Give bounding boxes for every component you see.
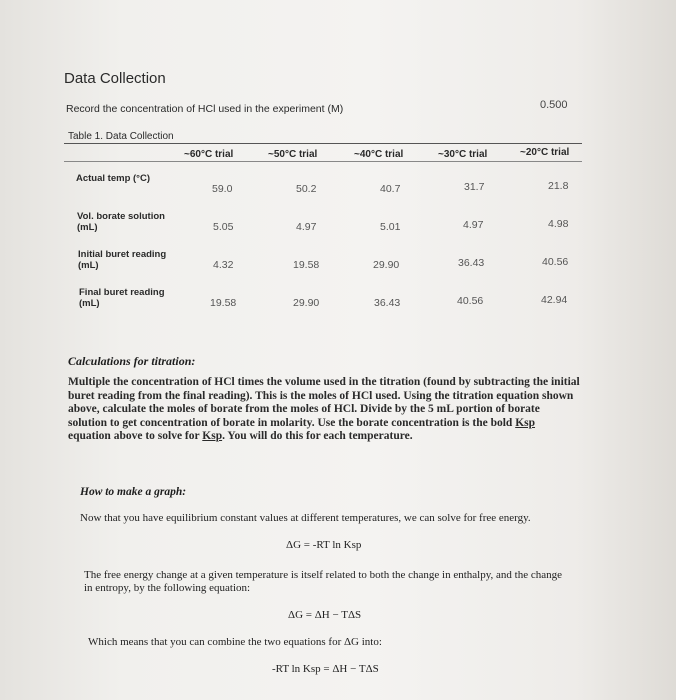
combined-equation: -RT ln Ksp = ΔH − TΔS [272, 663, 379, 675]
column-header: ~40°C trial [354, 149, 404, 160]
column-header: ~50°C trial [268, 149, 318, 160]
table-cell: 36.43 [374, 297, 401, 309]
table-cell: 5.05 [213, 221, 234, 233]
table-cell: 19.58 [293, 259, 320, 271]
table-title: Table 1. Data Collection [68, 131, 174, 142]
table-cell: 4.98 [548, 218, 569, 230]
table-top-rule [64, 143, 582, 144]
table-cell: 4.97 [463, 219, 484, 231]
column-header: ~30°C trial [438, 149, 488, 160]
column-header: ~60°C trial [184, 149, 234, 160]
row-header: Initial buret reading (mL) [78, 249, 167, 271]
table-cell: 4.32 [213, 259, 234, 271]
column-header: ~20°C trial [520, 147, 570, 158]
table-cell: 50.2 [296, 183, 317, 195]
combine-equations-line: Which means that you can combine the two equations for ΔG into: [88, 636, 382, 648]
table-cell: 29.90 [293, 297, 320, 309]
table-cell: 40.56 [457, 295, 484, 307]
table-cell: 4.97 [296, 221, 317, 233]
table-cell: 59.0 [212, 183, 233, 195]
table-cell: 5.01 [380, 221, 401, 233]
table-cell: 19.58 [210, 297, 237, 309]
table-cell: 29.90 [373, 259, 400, 271]
hcl-concentration-value: 0.500 [540, 99, 568, 111]
table-cell: 36.43 [458, 257, 485, 269]
table-header-rule [64, 161, 582, 162]
table-cell: 21.8 [548, 180, 569, 192]
gibbs-equation: ΔG = ΔH − TΔS [288, 609, 362, 621]
calculations-instructions: Multiple the concentration of HCl times the volume used in the titration (found by subtracting the initial buret reading from the final reading). This is the moles of HCl used. Using the titration equation shown above, calculate the moles of borate from the moles of HCl. Divide by the 5 mL portion of borate solution to get concentration of borate in molarity. Use the borate concentration is the bold Ksp equation above to solve for Ksp. You will do this for each temperature. [68, 376, 580, 442]
row-header: Vol. borate solution (mL) [77, 211, 165, 233]
graph-intro-line: Now that you have equilibrium constant values at different temperatures, we can solve for free energy. [80, 512, 531, 524]
free-energy-equation: ΔG = -RT ln Ksp [286, 539, 362, 551]
row-header: Actual temp (°C) [76, 173, 150, 184]
row-header: Final buret reading (mL) [79, 287, 165, 309]
section-heading: Data Collection [64, 70, 166, 87]
free-energy-explanation: The free energy change at a given temperature is itself related to both the change in enthalpy, and the change in entropy, by the following equation: [84, 569, 562, 594]
calculations-title: Calculations for titration: [68, 354, 196, 368]
table-cell: 40.7 [380, 183, 401, 195]
table-cell: 40.56 [542, 256, 569, 268]
table-cell: 42.94 [541, 294, 568, 306]
table-cell: 31.7 [464, 181, 485, 193]
graph-section-title: How to make a graph: [80, 486, 187, 498]
record-prompt: Record the concentration of HCl used in the experiment (M) [66, 103, 344, 115]
